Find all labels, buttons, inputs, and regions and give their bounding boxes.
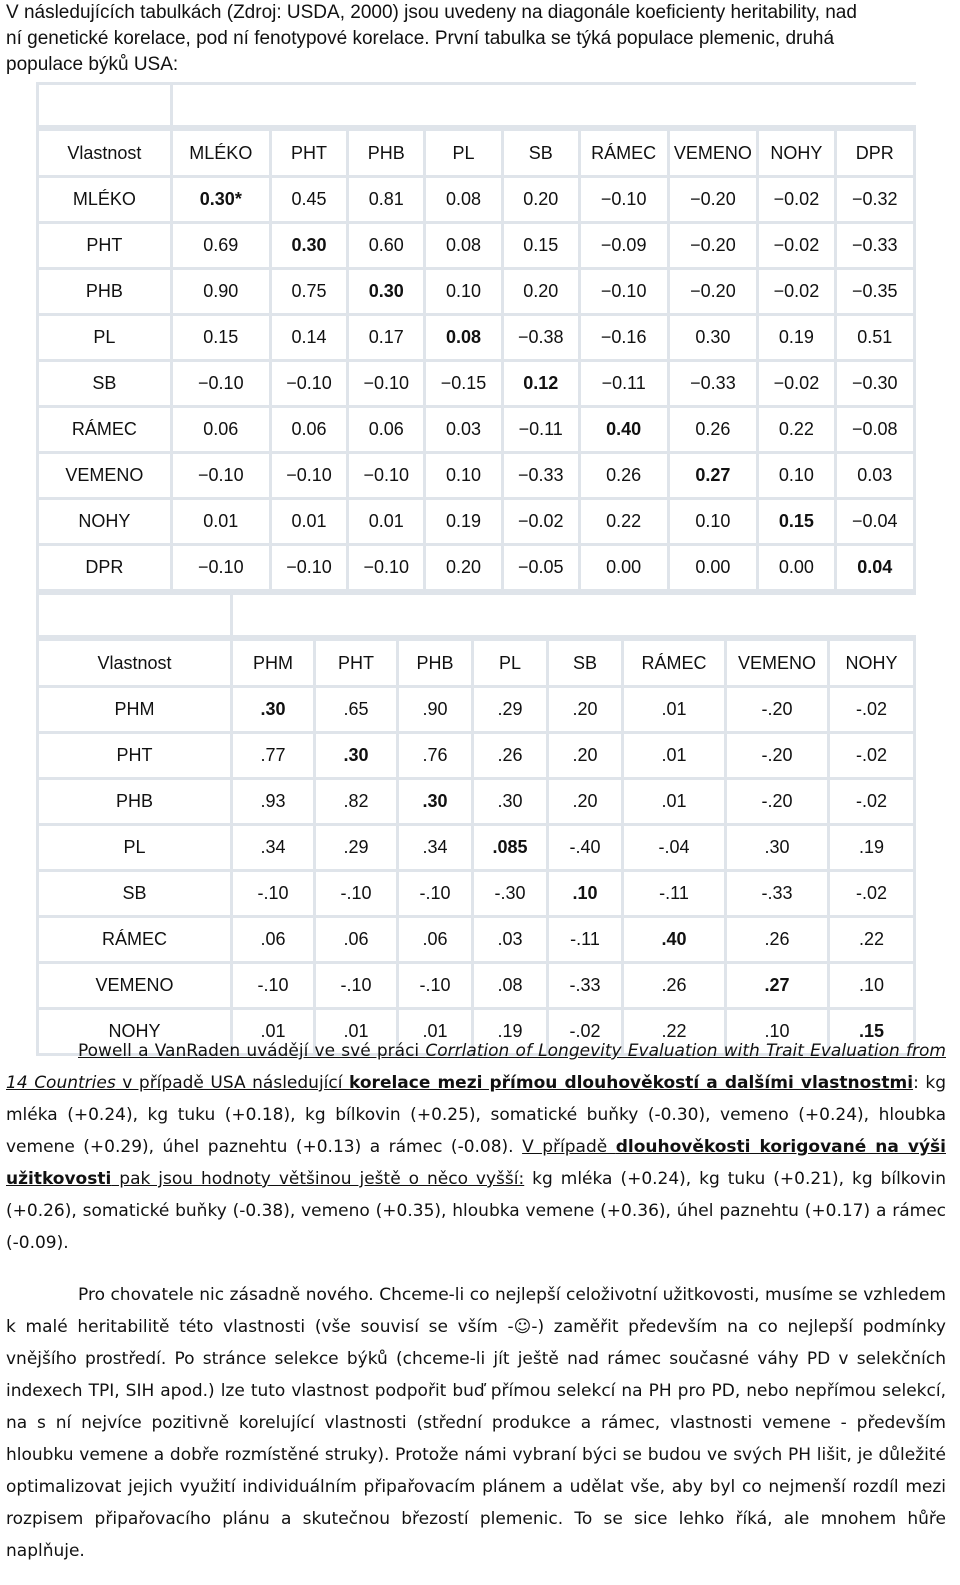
row-label: MLÉKO [36,178,173,224]
heritability-cell: 0.30 [349,270,426,316]
para1-values: : kg mléka (+0.24), kg tuku (+0.18), kg bílkovin (+0.25), somatické buňky (-0.30), vemeno (+0.24), hloubka vemene (+0.29), úhel paznehtu (+0.13) a rámec (-0.08). [6,1073,946,1157]
correlation-cell: −0.10 [581,270,670,316]
correlation-cell: -.10 [316,872,399,918]
para1-case: V případě [522,1137,616,1157]
correlation-cell: -.04 [624,826,727,872]
para1-usa: v případě USA následující [115,1073,350,1093]
heritability-cell: .15 [830,1010,916,1056]
table-row [36,826,916,872]
row-label: DPR [36,546,173,592]
column-header: PL [426,128,503,178]
correlation-cell: 0.22 [581,500,670,546]
correlation-cell: 0.22 [759,408,836,454]
correlation-cell: 0.01 [272,500,349,546]
intro-text [6,0,950,78]
correlation-cell: 0.30 [670,316,760,362]
correlation-cell: 0.20 [426,546,503,592]
row-label: PHB [36,270,173,316]
table-row [36,316,916,362]
column-header: PHB [399,638,474,688]
correlation-cell: −0.20 [670,178,760,224]
correlation-cell: −0.10 [173,362,272,408]
heritability-table-bulls [36,592,916,1056]
table-row [36,270,916,316]
correlation-cell: .01 [399,1010,474,1056]
table-row [36,872,916,918]
correlation-cell: -.11 [549,918,624,964]
table-row [36,500,916,546]
correlation-cell: .01 [624,688,727,734]
heritability-cell: 0.30* [173,178,272,224]
correlation-cell: −0.02 [504,500,581,546]
correlation-cell: .34 [399,826,474,872]
correlation-cell: .10 [830,964,916,1010]
correlation-cell: −0.10 [173,454,272,500]
correlation-cell: 0.10 [426,454,503,500]
correlation-cell: .22 [830,918,916,964]
table-row [36,688,916,734]
correlation-cell: −0.09 [581,224,670,270]
correlation-cell: -.02 [830,688,916,734]
correlation-cell: −0.02 [759,224,836,270]
correlation-cell: .65 [316,688,399,734]
column-header: NOHY [759,128,836,178]
correlation-cell: -.10 [233,872,316,918]
correlation-cell: -.02 [830,780,916,826]
correlation-cell: .20 [549,780,624,826]
correlation-cell: −0.11 [504,408,581,454]
heritability-cell: .40 [624,918,727,964]
correlation-cell: .26 [474,734,549,780]
row-label: PHB [36,780,233,826]
para1-corrected-longevity: dlouhověkosti korigované na výši užitkovosti [6,1137,946,1189]
correlation-cell: −0.33 [670,362,760,408]
correlation-cell: 0.26 [581,454,670,500]
correlation-cell: 0.01 [349,500,426,546]
table-header-row [36,638,916,688]
correlation-cell: −0.10 [272,546,349,592]
correlation-cell: .77 [233,734,316,780]
correlation-cell: -.11 [624,872,727,918]
correlation-cell: 0.10 [426,270,503,316]
correlation-cell: .30 [727,826,830,872]
correlation-cell: 0.00 [581,546,670,592]
heritability-cell: .30 [399,780,474,826]
correlation-cell: 0.20 [504,178,581,224]
correlation-cell: 0.00 [759,546,836,592]
heritability-cell: 0.27 [670,454,760,500]
correlation-cell: −0.16 [581,316,670,362]
correlation-cell: −0.20 [670,224,760,270]
table-row [36,454,916,500]
correlation-cell: 0.17 [349,316,426,362]
correlation-cell: .29 [316,826,399,872]
correlation-cell: 0.19 [426,500,503,546]
correlation-cell: −0.15 [426,362,503,408]
table-row [36,408,916,454]
column-header: PHT [272,128,349,178]
correlation-cell: .30 [474,780,549,826]
column-header: PHM [233,638,316,688]
intro-line-2: ní genetické korelace, pod ní fenotypové korelace. První tabulka se týká populace plemenic, druhá [6,28,835,49]
correlation-cell: −0.20 [670,270,760,316]
correlation-cell: −0.33 [504,454,581,500]
correlation-cell: −0.04 [837,500,916,546]
correlation-cell: 0.45 [272,178,349,224]
correlation-cell: -.10 [399,872,474,918]
correlation-cell: −0.10 [272,362,349,408]
correlation-cell: .93 [233,780,316,826]
row-label: VEMENO [36,454,173,500]
column-header: SB [549,638,624,688]
heritability-cell: 0.30 [272,224,349,270]
correlation-cell: 0.06 [272,408,349,454]
correlation-cell: −0.11 [581,362,670,408]
correlation-cell: .06 [316,918,399,964]
row-label: PL [36,826,233,872]
correlation-cell: 0.14 [272,316,349,362]
correlation-cell: .06 [399,918,474,964]
correlation-cell: −0.02 [759,270,836,316]
correlation-cell: -.33 [549,964,624,1010]
table-row [36,780,916,826]
correlation-cell: −0.35 [837,270,916,316]
correlation-cell: .01 [624,780,727,826]
correlation-cell: 0.15 [504,224,581,270]
correlation-cell: −0.08 [837,408,916,454]
correlation-cell: -.10 [399,964,474,1010]
correlation-cell: 0.75 [272,270,349,316]
correlation-cell: -.20 [727,780,830,826]
correlation-cell: -.20 [727,688,830,734]
column-header: MLÉKO [173,128,272,178]
correlation-cell: .34 [233,826,316,872]
heritability-table-cows [36,82,916,592]
column-header: RÁMEC [581,128,670,178]
correlation-cell: 0.03 [837,454,916,500]
correlation-cell: 0.60 [349,224,426,270]
para1-higher: pak jsou hodnoty většinou ještě o něco vyšší: [111,1169,525,1189]
table-row [36,178,916,224]
correlation-cell: 0.26 [670,408,760,454]
heritability-cell: .30 [233,688,316,734]
correlation-cell: 0.10 [670,500,760,546]
correlation-cell: 0.01 [173,500,272,546]
row-label: SB [36,872,233,918]
correlation-cell: .08 [474,964,549,1010]
column-header: SB [504,128,581,178]
correlation-cell: 0.06 [173,408,272,454]
table-row [36,224,916,270]
correlation-cell: −0.10 [349,454,426,500]
correlation-cell: 0.00 [670,546,760,592]
correlation-cell: −0.10 [349,362,426,408]
row-label: PHM [36,688,233,734]
correlation-cell: -.33 [727,872,830,918]
paragraph-breeder-advice [6,1279,946,1567]
row-label: RÁMEC [36,408,173,454]
heritability-cell: .27 [727,964,830,1010]
correlation-cell: .20 [549,688,624,734]
correlation-cell: -.02 [830,872,916,918]
correlation-cell: -.20 [727,734,830,780]
column-header: VEMENO [670,128,760,178]
correlation-cell: −0.05 [504,546,581,592]
para2-text: Pro chovatele nic zásadně nového. Chceme-li co nejlepší celoživotní užitkovosti, musíme se vzhledem k malé heritabilitě této vlastnosti (vše souvisí se vším -☺-) zaměřit především na co nejlepší podmínky vnějšího prostředí. Po stránce selekce býků (chceme-li jít ještě nad rámec současné váhy PD v selekčních indexech TPI, SIH apod.) lze tuto vlastnost podpořit buď přímou selekcí na PH pro PD, nebo nepřímou selekcí, na s ní nejvíce pozitivně korelující vlastnosti (střední produkce a rámec, vlastnosti vemene - především hloubku vemene a dobře rozmístěné struky). Protože námi vybraní býci se budou ve svých PH lišit, je důležité optimalizovat jejich využití individuálním připařovacím plánem a udělat vše, aby byl co nejmenší rozdíl mezi rozpisem připařovacího plánu a skutečnou březostí plemenic. To se sice lehko říká, ale mnohem hůře naplňuje. [6,1285,946,1561]
para1-values-corrected: kg mléka (+0.24), kg tuku (+0.21), kg bílkovin (+0.26), somatické buňky (-0.38), vemeno (+0.35), hloubka vemene (+0.36), úhel paznehtu (+0.17) a rámec (-0.09). [6,1169,947,1253]
heritability-cell: .085 [474,826,549,872]
column-header: PL [474,638,549,688]
column-header: PHB [349,128,426,178]
correlation-cell: 0.69 [173,224,272,270]
intro-line-1: V následujících tabulkách (Zdroj: USDA, 2000) jsou uvedeny na diagonále koeficienty heritability, nad [6,2,857,23]
row-label: NOHY [36,1010,233,1056]
table-row [36,734,916,780]
correlation-cell: 0.08 [426,178,503,224]
correlation-cell: .26 [624,964,727,1010]
correlation-cell: -.02 [549,1010,624,1056]
heritability-cell: .30 [316,734,399,780]
correlation-cell: 0.06 [349,408,426,454]
correlation-cell: .90 [399,688,474,734]
para1-direct-longevity: korelace mezi přímou dlouhověkostí a dalšími vlastnostmi [349,1073,914,1093]
correlation-cell: 0.51 [837,316,916,362]
heritability-cell: 0.40 [581,408,670,454]
correlation-cell: 0.90 [173,270,272,316]
correlation-cell: −0.02 [759,362,836,408]
table-row [36,546,916,592]
row-label: PHT [36,224,173,270]
correlation-cell: −0.10 [173,546,272,592]
correlation-cell: -.10 [316,964,399,1010]
row-label: SB [36,362,173,408]
row-label: NOHY [36,500,173,546]
column-header: Vlastnost [36,638,233,688]
correlation-cell: 0.81 [349,178,426,224]
column-header: RÁMEC [624,638,727,688]
heritability-cell: 0.15 [759,500,836,546]
correlation-cell: −0.38 [504,316,581,362]
table-row [36,964,916,1010]
correlation-cell: −0.30 [837,362,916,408]
correlation-cell: .82 [316,780,399,826]
heritability-cell: 0.08 [426,316,503,362]
correlation-cell: .01 [624,734,727,780]
correlation-cell: .03 [474,918,549,964]
correlation-cell: -.10 [233,964,316,1010]
correlation-cell: −0.10 [349,546,426,592]
heritability-cell: 0.12 [504,362,581,408]
column-header: VEMENO [727,638,830,688]
correlation-cell: .06 [233,918,316,964]
row-label: RÁMEC [36,918,233,964]
correlation-cell: .10 [727,1010,830,1056]
correlation-cell: .22 [624,1010,727,1056]
correlation-cell: 0.08 [426,224,503,270]
correlation-cell: .76 [399,734,474,780]
correlation-cell: .29 [474,688,549,734]
correlation-cell: .01 [233,1010,316,1056]
row-label: PL [36,316,173,362]
table-row [36,918,916,964]
table-row [36,362,916,408]
correlation-cell: .26 [727,918,830,964]
correlation-cell: −0.33 [837,224,916,270]
correlation-cell: -.02 [830,734,916,780]
correlation-cell: .20 [549,734,624,780]
heritability-cell: 0.04 [837,546,916,592]
row-label: PHT [36,734,233,780]
correlation-cell: −0.10 [581,178,670,224]
para1-work-title: Corrlation of Longevity Evaluation with Trait Evaluation from 14 Countries [6,1041,946,1093]
correlation-cell: -.30 [474,872,549,918]
column-header: PHT [316,638,399,688]
table-header-row [36,128,916,178]
intro-line-3: populace býků USA: [6,54,179,75]
correlation-cell: −0.10 [272,454,349,500]
row-label: VEMENO [36,964,233,1010]
paragraph-longevity-correlations [6,1035,946,1259]
column-header: Vlastnost [36,128,173,178]
correlation-cell: -.40 [549,826,624,872]
correlation-cell: 0.20 [504,270,581,316]
column-header: NOHY [830,638,916,688]
column-header: DPR [837,128,916,178]
correlation-cell: −0.32 [837,178,916,224]
correlation-cell: 0.19 [759,316,836,362]
para1-lead: Powell a VanRaden uvádějí ve své práci [78,1041,426,1061]
correlation-cell: 0.15 [173,316,272,362]
correlation-cell: .19 [830,826,916,872]
correlation-cell: .19 [474,1010,549,1056]
heritability-cell: .10 [549,872,624,918]
correlation-cell: .01 [316,1010,399,1056]
correlation-cell: −0.02 [759,178,836,224]
correlation-cell: 0.10 [759,454,836,500]
correlation-cell: 0.03 [426,408,503,454]
